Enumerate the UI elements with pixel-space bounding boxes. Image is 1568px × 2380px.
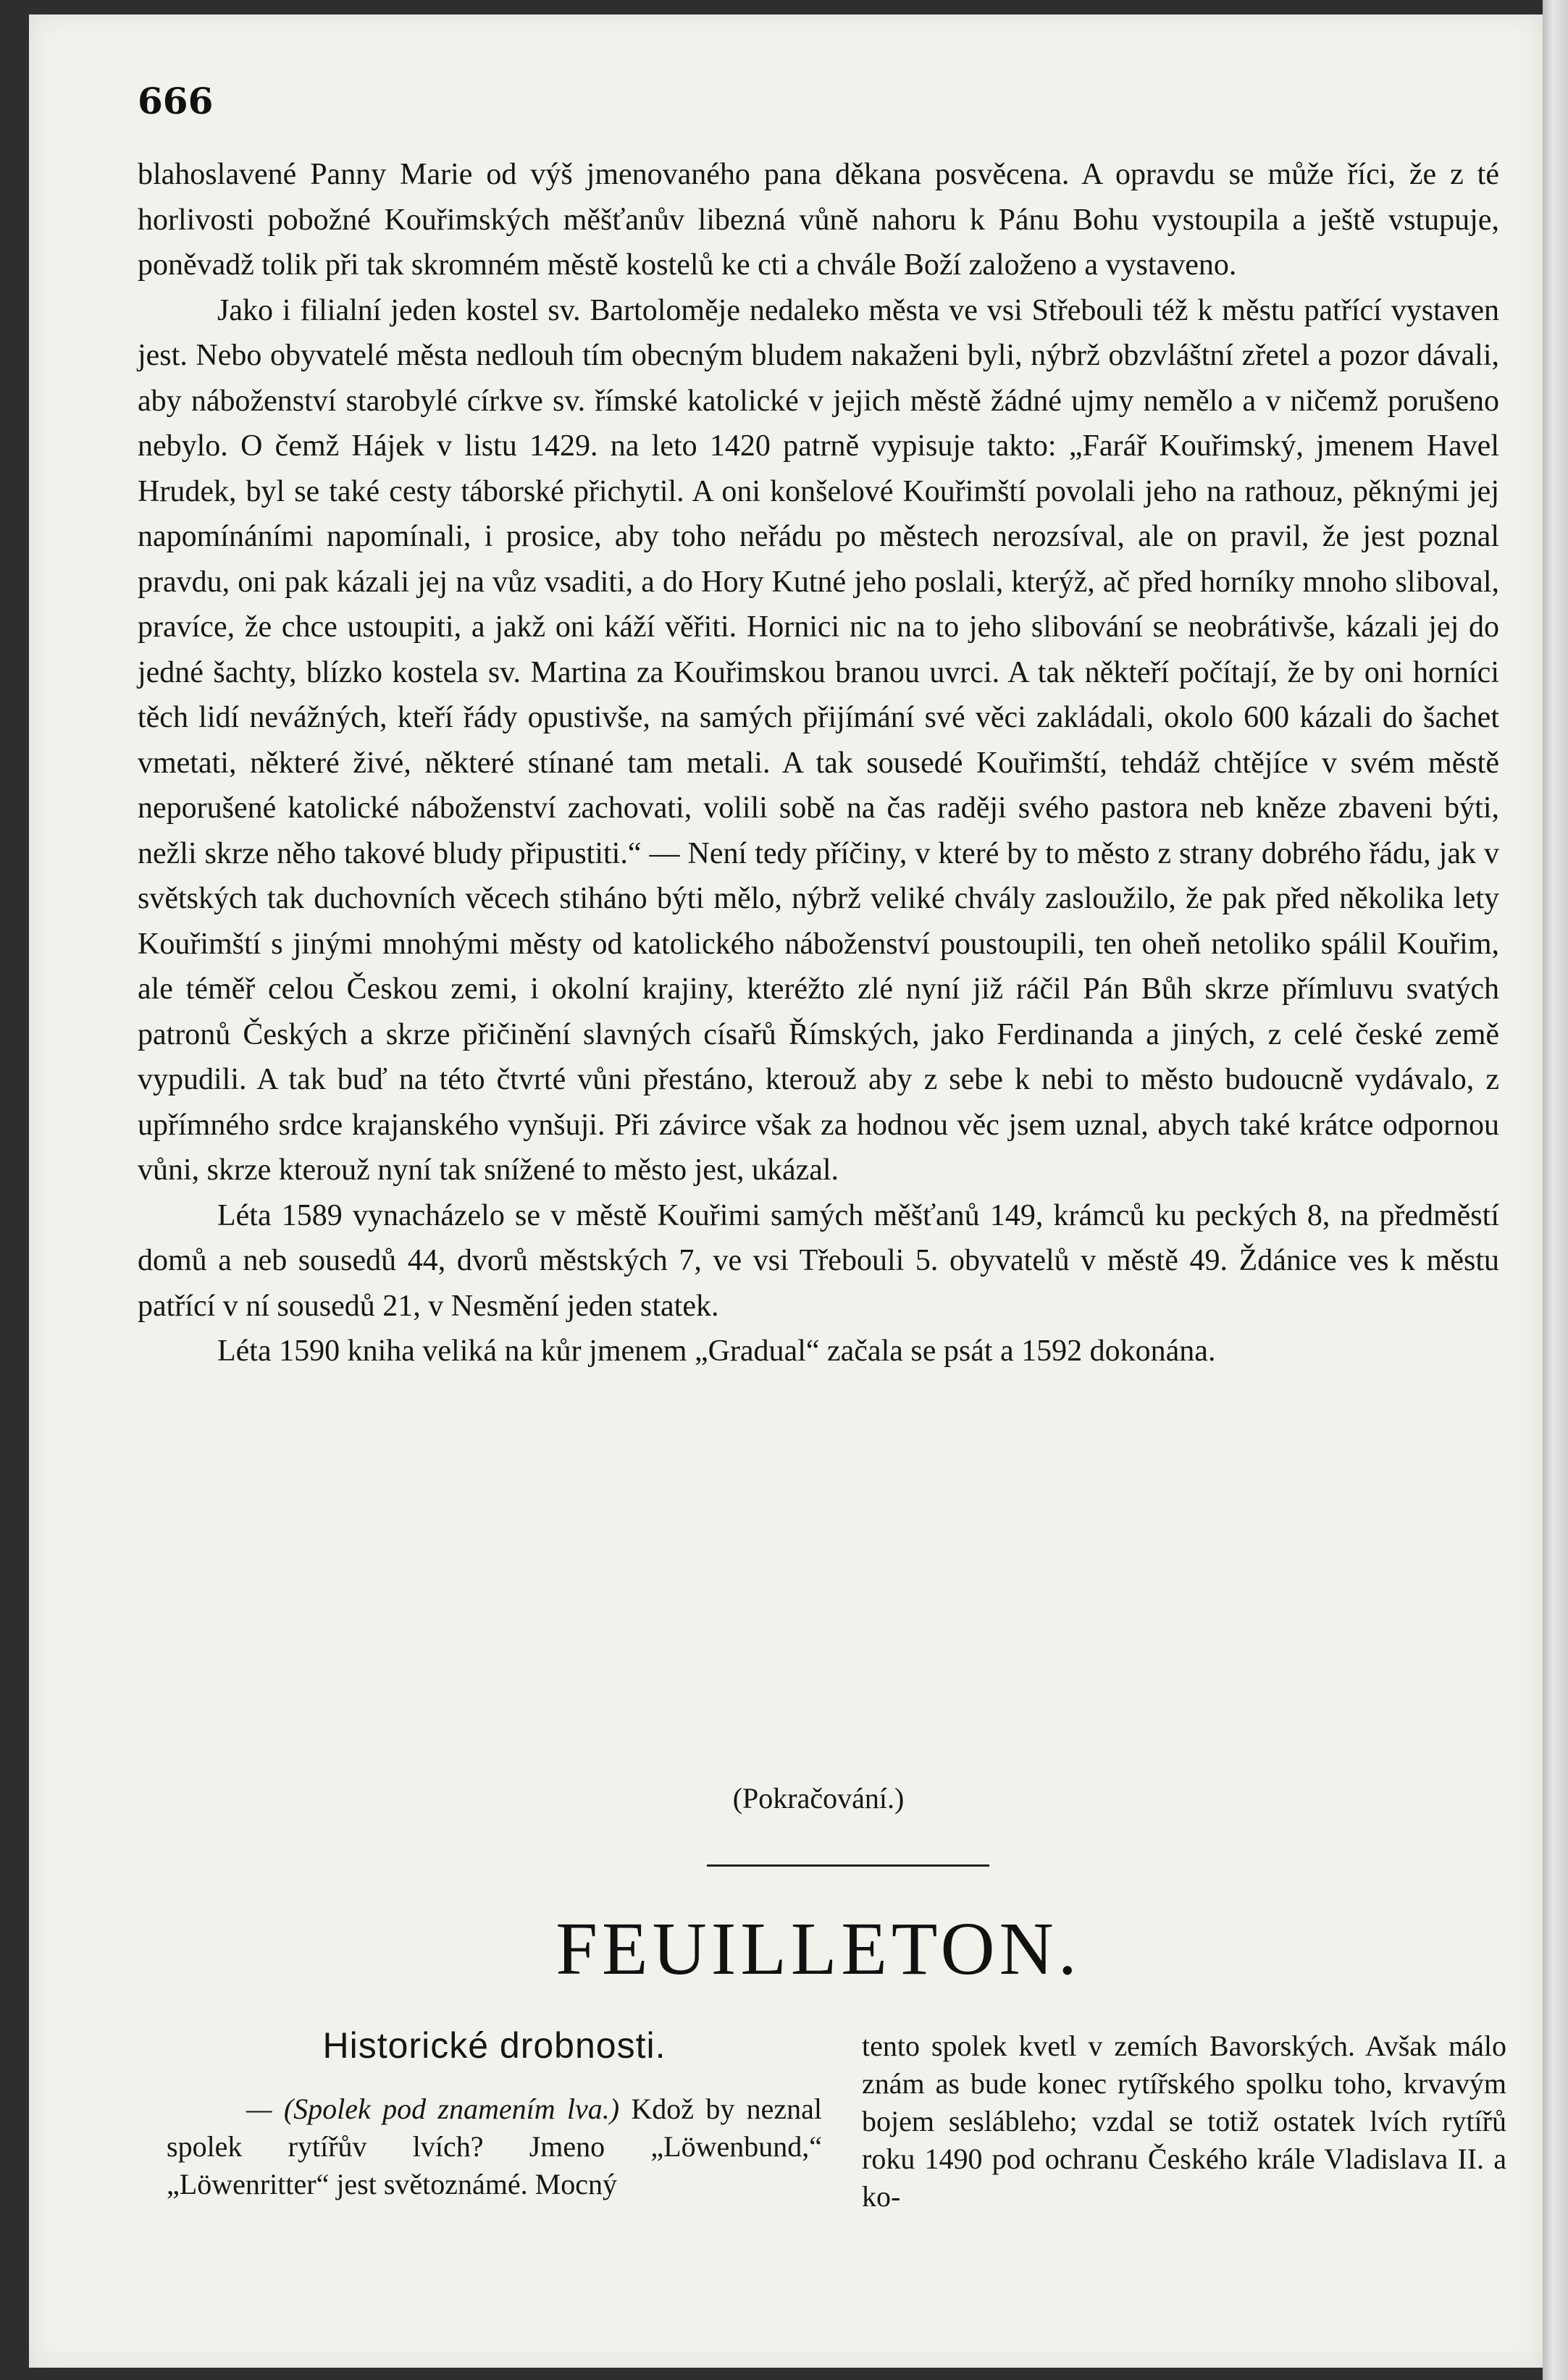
feuilleton-right-column: [862, 2027, 1506, 2216]
article-paragraph-4: Léta 1590 kniha veliká na kůr jmenem „Gradual“ začala se psát a 1592 dokonána.: [217, 1334, 1216, 1368]
section-divider: [707, 1864, 989, 1867]
article-paragraph-1: blahoslavené Panny Marie od výš jmenovaného pana děkana posvěcena. A opravdu se může říci, že z té horlivosti pobožné Kouřimských měšťanův libezná vůně nahoru k Pánu Bohu vystoupila a ještě vstupuje, poněvadž tolik při tak skromném městě kostelů ke cti a chvále Boží založeno a vystaveno.: [138, 158, 1499, 282]
feuilleton-lead: — (Spolek pod znamením lva.): [246, 2093, 620, 2125]
feuilleton-left-paragraph: [167, 2090, 822, 2203]
section-heading: Historické drobnosti.: [322, 2025, 666, 2066]
article-body: [138, 152, 1499, 1374]
continuation-label: (Pokračování.): [732, 1782, 905, 1815]
feuilleton-left-text: Kdož by neznal spolek rytířův lvích? Jmeno „Löwenbund,“ „Löwenritter“ jest světoznámé. Mocný: [167, 2093, 822, 2200]
document-page: [29, 14, 1543, 2368]
page-number: 666: [138, 80, 214, 122]
article-paragraph-3: Léta 1589 vynacházelo se v městě Kouřimi samých měšťanů 149, krámců ku peckých 8, na předměstí domů a neb sousedů 44, dvorů městských 7, ve vsi Třebouli 5. obyvatelů v městě 49. Ždánice ves k městu patřící v ní sousedů 21, v Nesmění jeden statek.: [138, 1198, 1499, 1323]
page-edge: [1543, 0, 1568, 2380]
feuilleton-title: FEUILLETON.: [555, 1907, 1081, 1990]
feuilleton-left-column: [167, 2024, 822, 2203]
article-paragraph-2: Jako i filialní jeden kostel sv. Bartoloměje nedaleko města ve vsi Střebouli též k městu patřící vystaven jest. Nebo obyvatelé města nedlouh tím obecným bludem nakaženi byli, nýbrž obzvláštní zřetel a pozor dávali, aby náboženství starobylé církve sv. římské katolické v jejich městě žádné ujmy nemělo a v ničemž porušeno nebylo. O čemž Hájek v listu 1429. na leto 1420 patrně vypisuje takto: „Farář Kouřimský, jmenem Havel Hrudek, byl se také cesty táborské přichytil. A oni konšelové Kouřimští povolali jeho na rathouz, pěknými jej napomínáními napomínali, i prosice, aby toho neřádu po městech nerozsíval, ale on pravil, že jest poznal pravdu, oni pak kázali jej na vůz vsaditi, a do Hory Kutné jeho poslali, kterýž, ač před horníky mnoho sliboval, pravíce, že chce ustoupiti, a jakž oni káží věřiti. Hornici nic na to jeho slibování se neobrátivše, kázali jej do jedné šachty, blízko kostela sv. Martina za Kouřimskou branou uvrci. A tak někteří počítají, že by oni horníci těch lidí nevážných, kteří řády opustivše, na samých přijímání své věci zakládali, okolo 600 kázali do šachet vmetati, některé živé, některé stínané tam metali. A tak sousedé Kouřimští, tehdáž chtějíce v svém městě neporušené katolické náboženství zachovati, volili sobě na čas raději svého pastora neb kněze zbaveni býti, nežli skrze něho takové bludy připustiti.“ — Není tedy příčiny, v které by to město z strany dobrého řádu, jak v světských tak duchovních věcech stiháno býti mělo, nýbrž veliké chvály zasloužilo, že pak před několika lety Kouřimští s jinými mnohými městy od katolického náboženství poustoupili, ten oheň netoliko spálil Kouřim, ale téměř celou Českou zemi, i okolní krajiny, kteréžto zlé nyní již ráčil Pán Bůh skrze přímluvu svatých patronů Českých a skrze přičinění slavných císařů Římských, jako Ferdinanda a jiných, z celé české země vypudili. A tak buď na této čtvrté vůni přestáno, kterouž aby z sebe k nebi to město budoucně vydávalo, z upřímného srdce krajanského vynšuji. Při závirce však za hodnou věc jsem uznal, abych také krátce odpornou vůni, skrze kterouž nyní tak snížené to město jest, ukázal.: [138, 293, 1499, 1187]
feuilleton-right-text: tento spolek kvetl v zemích Bavorských. Avšak málo znám as bude konec rytířského spolku toho, krvavým bojem seslábleho; vzdal se totiž ostatek lvích rytířů roku 1490 pod ochranu Českého krále Vladislava II. a ko-: [862, 2030, 1506, 2213]
